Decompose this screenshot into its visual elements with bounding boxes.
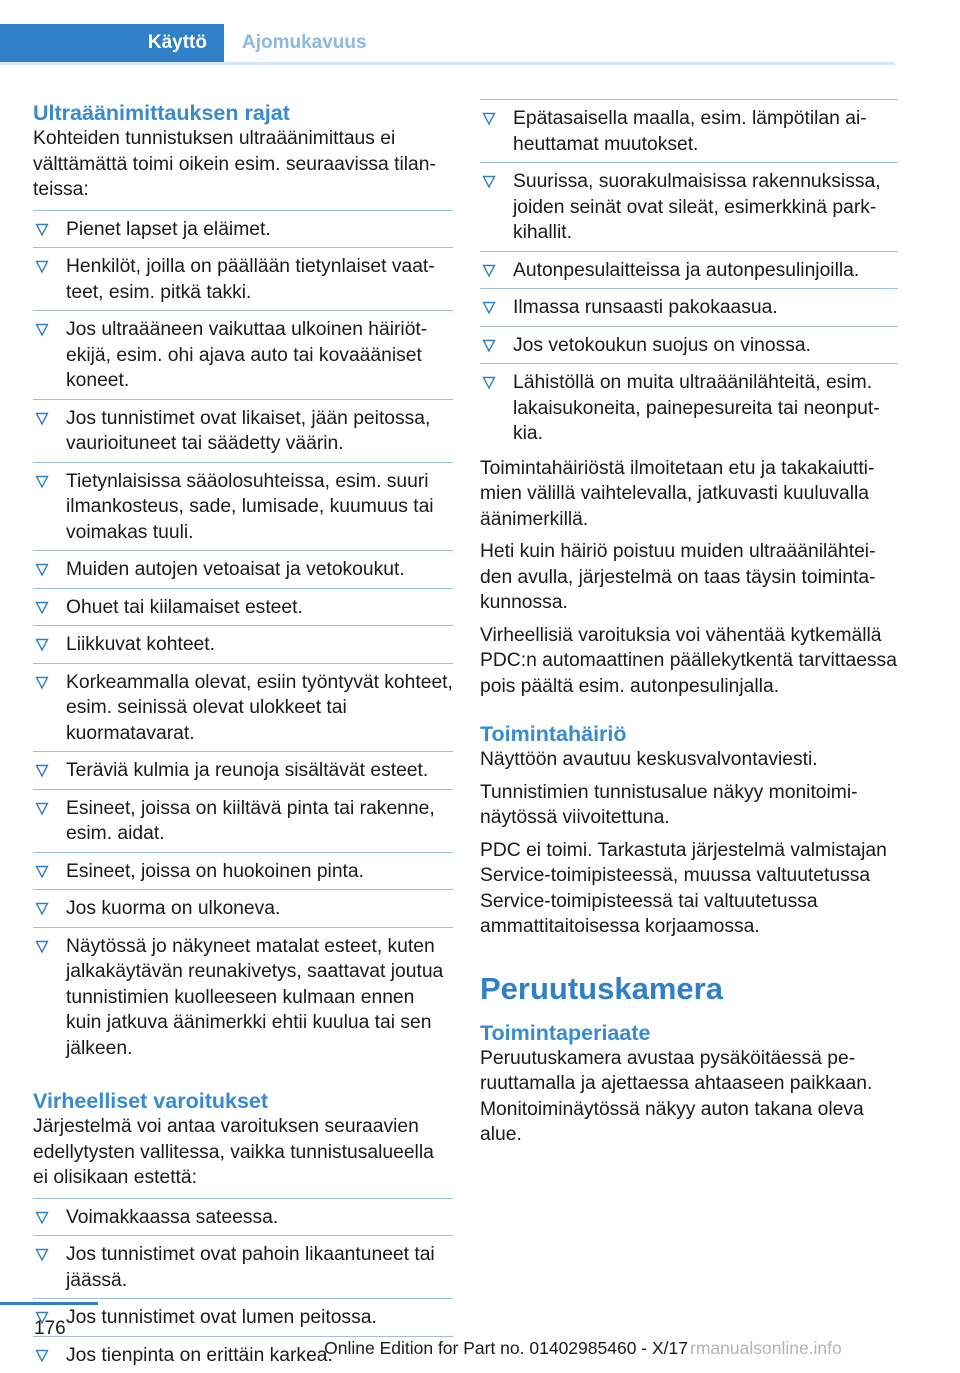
- list-item-text: Voimakkaassa sateessa.: [66, 1207, 278, 1228]
- list-item-text: Esineet, joissa on kiiltävä pinta tai rakenne, esim. aidat.: [66, 798, 435, 845]
- header-bar: [0, 24, 895, 65]
- tab-kaytto-label: Käyttö: [148, 24, 207, 62]
- bullet-list: [480, 99, 898, 452]
- list-item-text: Jos ultraääneen vaikuttaa ulkoinen häiriötekijä, esim. ohi ajava auto tai kovaääniset koneet.: [66, 319, 427, 391]
- section-title-false-warnings: Virheelliset varoitukset: [33, 1088, 453, 1114]
- section-title-malfunction: Toimintahäiriö: [480, 721, 898, 747]
- bullet-list: [33, 210, 453, 1067]
- list-item: [33, 210, 453, 248]
- list-item: [33, 1235, 453, 1298]
- list-item: [480, 251, 898, 289]
- list-item: [33, 789, 453, 852]
- list-item-text: Jos tunnistimet ovat likaiset, jään peitossa, vaurioituneet tai säädetty väärin.: [66, 408, 430, 455]
- list-item: [33, 588, 453, 626]
- list-item: [33, 852, 453, 890]
- list-item-text: Pienet lapset ja eläimet.: [66, 219, 271, 240]
- list-item: [480, 288, 898, 326]
- triangle-bullet-icon: [35, 323, 49, 337]
- triangle-bullet-icon: [35, 412, 49, 426]
- paragraph: Tunnistimien tunnistusalue näkyy monitoiminäytössä viivoitettuna.: [480, 780, 898, 831]
- chapter-title-rear-camera: Peruutuskamera: [480, 970, 898, 1008]
- triangle-bullet-icon: [35, 764, 49, 778]
- triangle-bullet-icon: [482, 264, 496, 278]
- triangle-bullet-icon: [35, 1248, 49, 1262]
- list-item-text: Korkeammalla olevat, esiin työntyvät kohteet, esim. seinissä olevat ulokkeet tai kuormatavarat.: [66, 672, 453, 744]
- paragraph: Toimintahäiriöstä ilmoitetaan etu ja takakaiuttimien välillä vaihtelevalla, jatkuvasti kuuluvalla äänimerkillä.: [480, 456, 898, 533]
- triangle-bullet-icon: [35, 223, 49, 237]
- watermark: rmanualsonline.info: [690, 1338, 842, 1359]
- triangle-bullet-icon: [482, 376, 496, 390]
- list-item-text: Ilmassa runsaasti pakokaasua.: [513, 297, 778, 318]
- list-item-text: Tietynlaisissa sääolosuhteissa, esim. suuri ilmankosteus, sade, lumisade, kuumuus tai voimakas tuuli.: [66, 471, 434, 543]
- triangle-bullet-icon: [35, 563, 49, 577]
- list-item: [33, 247, 453, 310]
- triangle-bullet-icon: [35, 902, 49, 916]
- list-item-text: Suurissa, suorakulmaisissa rakennuksissa, joiden seinät ovat sileät, esimerkkinä parkkihallit.: [513, 171, 881, 243]
- right-column: [480, 100, 898, 1155]
- triangle-bullet-icon: [35, 260, 49, 274]
- triangle-bullet-icon: [482, 339, 496, 353]
- list-item-text: Ohuet tai kiilamaiset esteet.: [66, 597, 303, 618]
- list-item-text: Esineet, joissa on huokoinen pinta.: [66, 861, 364, 882]
- paragraph: PDC ei toimi. Tarkastuta järjestelmä valmistajan Service-toimipisteessä, muussa valtuutetussa Service-toimipisteessä tai valtuutetussa ammattitaitoisessa korjaamossa.: [480, 838, 898, 940]
- list-item: [480, 326, 898, 364]
- list-item-text: Epätasaisella maalla, esim. lämpötilan aiheuttamat muutokset.: [513, 108, 867, 155]
- list-item: [33, 751, 453, 789]
- list-item: [33, 889, 453, 927]
- paragraph: Näyttöön avautuu keskusvalvontaviesti.: [480, 747, 898, 773]
- left-column: [33, 100, 453, 1373]
- list-item: [480, 363, 898, 452]
- list-item: [33, 927, 453, 1067]
- footer-rule: [0, 1302, 98, 1305]
- paragraph: Järjestelmä voi antaa varoituksen seuraavien edellytysten vallitessa, vaikka tunnistusalueella ei olisikaan estettä:: [33, 1114, 453, 1191]
- triangle-bullet-icon: [482, 301, 496, 315]
- list-item: [33, 310, 453, 399]
- list-item-text: Jos tunnistimet ovat pahoin likaantuneet tai jäässä.: [66, 1244, 435, 1291]
- list-item-text: Teräviä kulmia ja reunoja sisältävät esteet.: [66, 760, 428, 781]
- list-item-text: Henkilöt, joilla on päällään tietynlaiset vaatteet, esim. pitkä takki.: [66, 256, 435, 303]
- list-item: [480, 99, 898, 162]
- triangle-bullet-icon: [35, 601, 49, 615]
- paragraph: Virheellisiä varoituksia voi vähentää kytkemällä PDC:n automaattinen päällekytkentä tarvittaessa pois päältä esim. autonpesulinjalla.: [480, 623, 898, 700]
- list-item-text: Autonpesulaitteissa ja autonpesulinjoilla.: [513, 260, 859, 281]
- list-item-text: Jos vetokoukun suojus on vinossa.: [513, 335, 811, 356]
- section-title-ultrasound-limits: Ultraäänimittauksen rajat: [33, 100, 453, 126]
- list-item-text: Näytössä jo näkyneet matalat esteet, kuten jalkakäytävän reunakivetys, saattavat joutua tunnistimien kuolleeseen kulmaan ennen kuin jatkuva äänimerkki ehtii kuulua tai sen jälkeen.: [66, 936, 443, 1059]
- list-item: [33, 663, 453, 752]
- paragraph: Peruutuskamera avustaa pysäköitäessä peruuttamalla ja ajettaessa ahtaaseen paikkaan. Monitoiminäytössä näkyy auton takana oleva alue.: [480, 1046, 898, 1148]
- triangle-bullet-icon: [482, 175, 496, 189]
- triangle-bullet-icon: [35, 865, 49, 879]
- triangle-bullet-icon: [35, 475, 49, 489]
- triangle-bullet-icon: [482, 112, 496, 126]
- list-item-text: Liikkuvat kohteet.: [66, 634, 215, 655]
- tab-kaytto[interactable]: [0, 24, 224, 62]
- triangle-bullet-icon: [35, 676, 49, 690]
- triangle-bullet-icon: [35, 638, 49, 652]
- list-item: [33, 399, 453, 462]
- list-item: [33, 462, 453, 551]
- list-item: [480, 162, 898, 251]
- section-title-principle: Toimintaperiaate: [480, 1020, 898, 1046]
- paragraph: Kohteiden tunnistuksen ultraäänimittaus ei välttämättä toimi oikein esim. seuraavissa tilanteissa:: [33, 126, 453, 203]
- triangle-bullet-icon: [35, 1211, 49, 1225]
- paragraph: Heti kuin häiriö poistuu muiden ultraäänilähteiden avulla, järjestelmä on taas täysin toimintakunnossa.: [480, 539, 898, 616]
- page-number: 176: [34, 1318, 66, 1340]
- list-item-text: Muiden autojen vetoaisat ja vetokoukut.: [66, 559, 405, 580]
- edition-text: Online Edition for Part no. 01402985460 - X/17: [0, 1338, 688, 1359]
- triangle-bullet-icon: [35, 802, 49, 816]
- triangle-bullet-icon: [35, 940, 49, 954]
- list-item: [33, 625, 453, 663]
- tab-ajomukavuus[interactable]: Ajomukavuus: [242, 24, 367, 62]
- list-item: [33, 1198, 453, 1236]
- list-item: [33, 550, 453, 588]
- list-item-text: Lähistöllä on muita ultraäänilähteitä, esim. lakaisukoneita, painepesureita tai neonputkia.: [513, 372, 880, 444]
- list-item-text: Jos kuorma on ulkoneva.: [66, 898, 280, 919]
- list-item-text: Jos tienpinta on erittäin karkea.: [66, 1345, 333, 1366]
- list-item-text: Jos tunnistimet ovat lumen peitossa.: [66, 1307, 377, 1328]
